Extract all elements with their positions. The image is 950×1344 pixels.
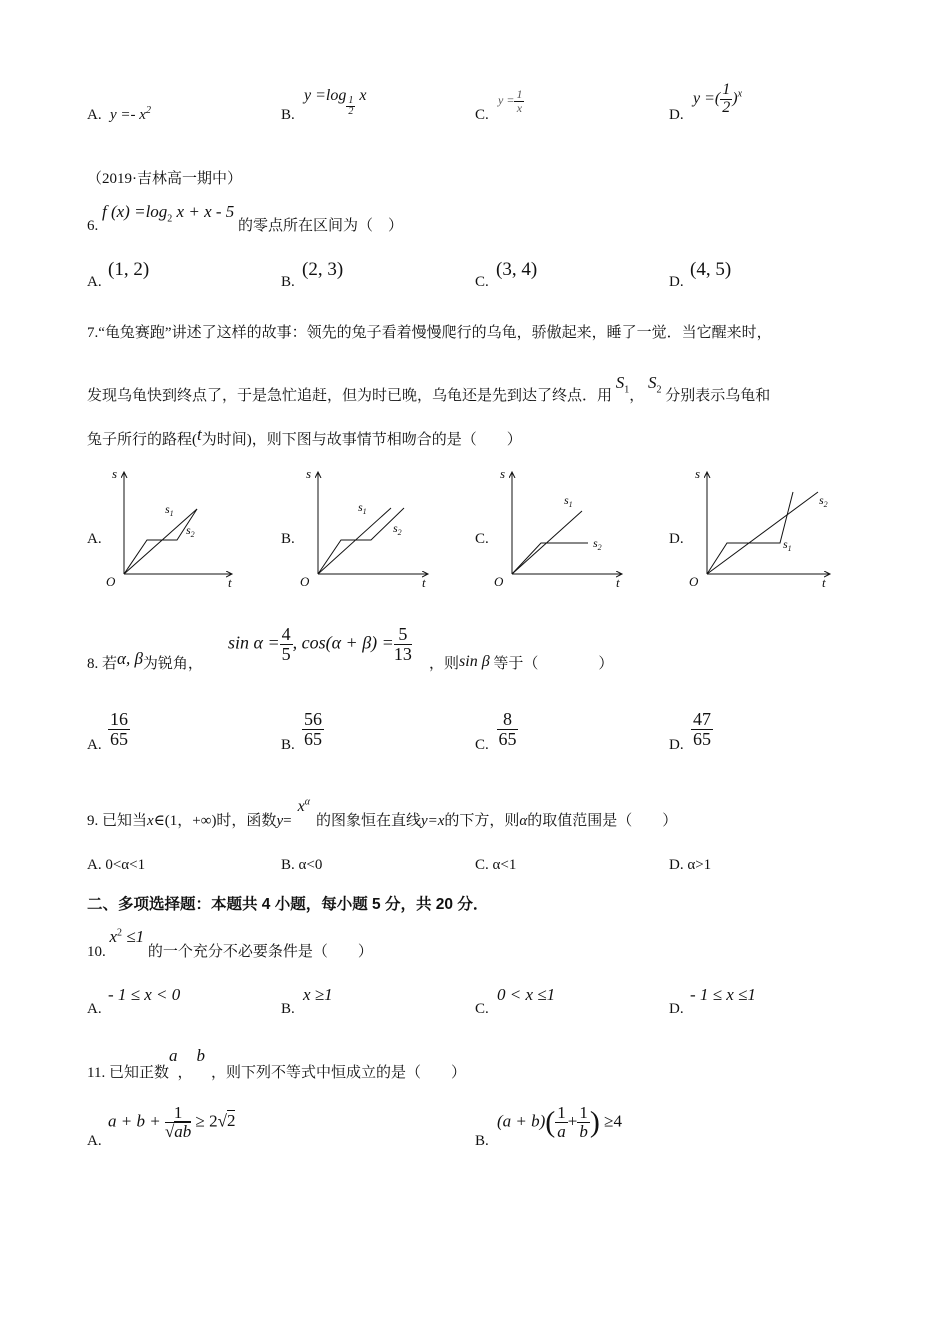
q8-option-b-label: B.	[281, 737, 295, 753]
source-note: （2019·吉林高一期中）	[87, 171, 242, 187]
q9-option-c: C. α<1	[475, 857, 517, 873]
q10-option-c-value: 0 < x ≤1	[497, 985, 556, 1004]
q8-option-b-value: $\frac{56}{65}$	[304, 709, 322, 749]
svg-text:s2: $s_2$	[393, 521, 402, 537]
q10-option-a-value: - 1 ≤ x < 0	[108, 985, 181, 1004]
q9-option-b: B. α<0	[281, 857, 323, 873]
q6-option-b-value: (2, 3)	[302, 259, 344, 280]
q11-stem: 11. 已知正数a，b，则下列不等式中恒成立的是（ ）	[87, 1046, 466, 1081]
q9-option-a: A. 0<α<1	[87, 857, 146, 873]
q7-graph-d	[689, 466, 830, 590]
svg-text:t: t	[822, 575, 826, 590]
svg-text:s2: $s_2$	[593, 536, 602, 552]
svg-text:O: O	[106, 574, 116, 589]
q10-option-c-label: C.	[475, 1001, 489, 1017]
q6-option-b-label: B.	[281, 274, 295, 290]
q8-condition: sin α = $\frac{4}{5}$ , cos(α + β) = $\frac{5}{13}$	[228, 624, 412, 664]
q6-option-a-label: A.	[87, 274, 102, 290]
q5-option-b-expr: y =log $\frac{1}{2}$ x	[304, 87, 367, 117]
svg-text:s1: $s_1$	[564, 493, 573, 509]
svg-text:s1: $s_1$	[165, 502, 174, 518]
q7-graph-a-label: A.	[87, 531, 102, 547]
svg-text:s: s	[112, 466, 118, 481]
q8-option-c-value: $\frac{8}{65}$	[498, 709, 517, 749]
svg-text:t: t	[422, 575, 426, 590]
q5-option-c-expr: y = $\frac{1}{x}$	[498, 87, 523, 115]
svg-text:O: O	[300, 574, 310, 589]
q7-graph-b-label: B.	[281, 531, 295, 547]
svg-text:O: O	[494, 574, 504, 589]
svg-text:s1: $s_1$	[358, 500, 367, 516]
q11-option-b-value: (a + b)( $\frac{1}{a}$ + $\frac{1}{b}$ ) ≥4	[497, 1103, 622, 1141]
q6-option-c-label: C.	[475, 274, 489, 290]
q7-graph-a	[106, 466, 232, 590]
q10-option-b-label: B.	[281, 1001, 295, 1017]
q11-option-b-label: B.	[475, 1133, 489, 1149]
q8-stem-end: ，则sin β 等于（ ）	[429, 653, 614, 672]
q8-option-a-label: A.	[87, 737, 102, 753]
q7-line-3: 兔子所行的路程(t为时间)，则下图与故事情节相吻合的是（ ）	[87, 425, 522, 448]
svg-text:s: s	[500, 466, 506, 481]
q7-graphs	[0, 0, 950, 600]
q11-option-a-label: A.	[87, 1133, 102, 1149]
svg-text:O: O	[689, 574, 699, 589]
q8-option-d-label: D.	[669, 737, 684, 753]
q5-option-a-label: A.	[87, 107, 102, 123]
q7-graph-b	[300, 466, 428, 590]
svg-text:s: s	[306, 466, 312, 481]
q8-option-a-value: $\frac{16}{65}$	[110, 709, 128, 749]
svg-text:t: t	[228, 575, 232, 590]
svg-text:s2: $s_2$	[186, 523, 195, 539]
q8-option-c-label: C.	[475, 737, 489, 753]
q5-option-d-expr: y =( $\frac{1}{2}$ )$^x$	[693, 81, 743, 116]
q6-option-c-value: (3, 4)	[496, 259, 538, 280]
q10-stem: 10. $x^2 \le 1$ 的一个充分不必要条件是（ ）	[87, 927, 373, 960]
q6-option-d-label: D.	[669, 274, 684, 290]
svg-text:s2: $s_2$	[819, 493, 828, 509]
svg-text:t: t	[616, 575, 620, 590]
q9-option-d: D. α>1	[669, 857, 712, 873]
q7-graph-c	[494, 466, 622, 590]
q10-option-d-label: D.	[669, 1001, 684, 1017]
q6-option-a-value: (1, 2)	[108, 259, 150, 280]
section-2-heading: 二、多项选择题：本题共 4 小题，每小题 5 分，共 20 分．	[87, 896, 489, 913]
q6-option-d-value: (4, 5)	[690, 259, 732, 280]
svg-text:s: s	[695, 466, 701, 481]
q8-option-d-value: $\frac{47}{65}$	[693, 709, 711, 749]
q7-line-1: 7.“龟兔赛跑”讲述了这样的故事：领先的兔子看着慢慢爬行的乌龟，骄傲起来，睡了一觉．当它醒来时，	[87, 325, 772, 341]
q5-option-a-expr: $y =- x^2$	[110, 105, 151, 123]
q11-option-a-value: a + b + $\frac{1}{√ab}$ ≥ 2√2	[108, 1103, 236, 1141]
svg-text:s1: $s_1$	[783, 537, 792, 553]
q10-option-b-value: x ≥1	[303, 985, 333, 1004]
q5-option-d-label: D.	[669, 107, 684, 123]
q7-line-2: 发现乌龟快到终点了，于是急忙追赶，但为时已晚，乌龟还是先到达了终点．用 $S_1$， $S_2$ 分别表示乌龟和	[87, 373, 771, 404]
q7-graph-c-label: C.	[475, 531, 489, 547]
q5-option-c-label: C.	[475, 107, 489, 123]
q7-graph-d-label: D.	[669, 531, 684, 547]
q9-stem: 9. 已知当x∈(1，+∞)时，函数$y=x^\alpha$的图象恒在直线y=x的下方，则α的取值范围是（ ）	[87, 796, 678, 829]
q10-option-a-label: A.	[87, 1001, 102, 1017]
q8-stem-start: 8. 若α, β为锐角，	[87, 649, 203, 672]
q6-stem: 6. f $(x) =\log_2$ x + x - 5 的零点所在区间为（ ）	[87, 202, 404, 234]
q10-option-d-value: - 1 ≤ x ≤1	[690, 985, 756, 1004]
q5-option-b-label: B.	[281, 107, 295, 123]
